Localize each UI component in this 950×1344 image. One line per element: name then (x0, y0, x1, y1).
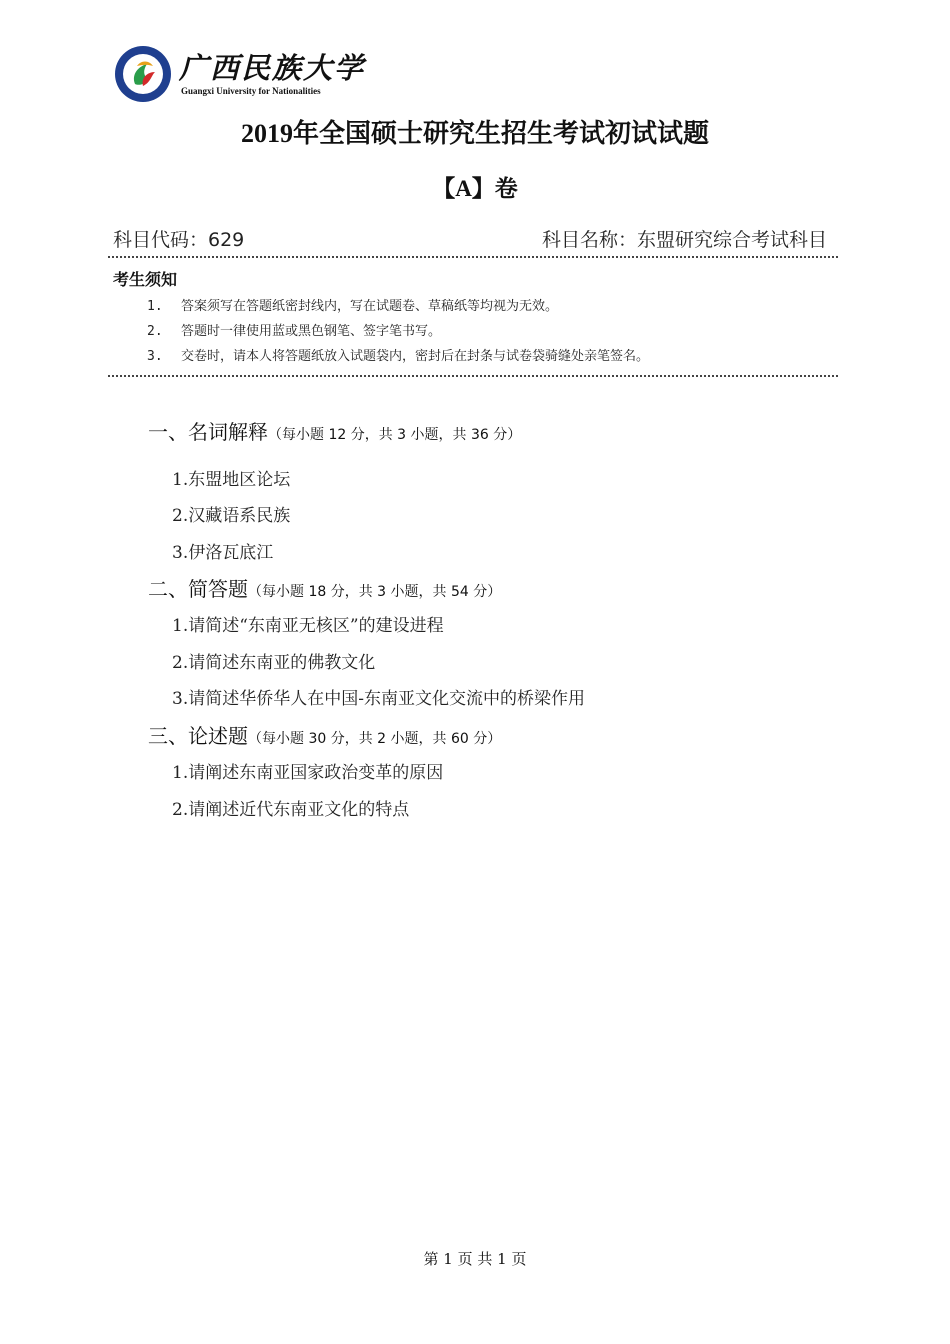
question-item: 2.请阐述近代东南亚文化的特点 (172, 800, 410, 820)
notice-item-text: 答案须写在答题纸密封线内，写在试题卷、草稿纸等均视为无效。 (181, 299, 559, 314)
page-number: 第 1 页 共 1 页 (423, 1250, 527, 1268)
divider-bottom (108, 375, 838, 377)
subject-code: 科目代码：629 (113, 229, 245, 251)
section-note: （每小题 30 分，共 2 小题，共 60 分） (248, 731, 502, 747)
question-item: 1.请阐述东南亚国家政治变革的原因 (172, 763, 444, 783)
exam-title: 2019年全国硕士研究生招生考试初试试题 (240, 119, 709, 148)
notice-item (147, 295, 558, 314)
question-item: 3.请简述华侨华人在中国-东南亚文化交流中的桥梁作用 (172, 689, 585, 709)
section-heading (148, 573, 501, 602)
logo-english-name: Guangxi University for Nationalities (181, 86, 321, 96)
notice-item (147, 320, 441, 339)
notice-item (147, 345, 649, 364)
notice-item-text: 答题时一律使用蓝或黑色钢笔、签字笔书写。 (181, 324, 442, 339)
notice-item-number: 2. (147, 324, 163, 339)
section-title: 一、名词解释 (148, 420, 268, 444)
section-title: 二、简答题 (148, 577, 248, 601)
section-heading (148, 416, 521, 445)
notice-item-text: 交卷时，请本人将答题纸放入试题袋内，密封后在封条与试卷袋骑缝处亲笔签名。 (181, 349, 650, 364)
question-item: 2.汉藏语系民族 (172, 506, 291, 526)
university-seal-icon (113, 44, 173, 104)
subject-name: 科目名称：东盟研究综合考试科目 (541, 229, 827, 251)
section-title: 三、论述题 (148, 724, 248, 748)
notice-item-number: 1. (147, 299, 163, 314)
notice-item-number: 3. (147, 349, 163, 364)
university-logo (113, 44, 366, 104)
section-heading (148, 720, 501, 749)
question-item: 2.请简述东南亚的佛教文化 (172, 653, 376, 673)
logo-chinese-name: 广西民族大学 (179, 51, 366, 85)
divider-top (108, 256, 838, 258)
paper-version: 【A】卷 (432, 176, 518, 201)
question-item: 1.东盟地区论坛 (172, 470, 291, 490)
section-note: （每小题 12 分，共 3 小题，共 36 分） (268, 427, 522, 443)
section-note: （每小题 18 分，共 3 小题，共 54 分） (248, 584, 502, 600)
question-item: 1.请简述“东南亚无核区”的建设进程 (172, 616, 444, 636)
question-item: 3.伊洛瓦底江 (172, 543, 274, 563)
notice-title: 考生须知 (113, 270, 178, 289)
